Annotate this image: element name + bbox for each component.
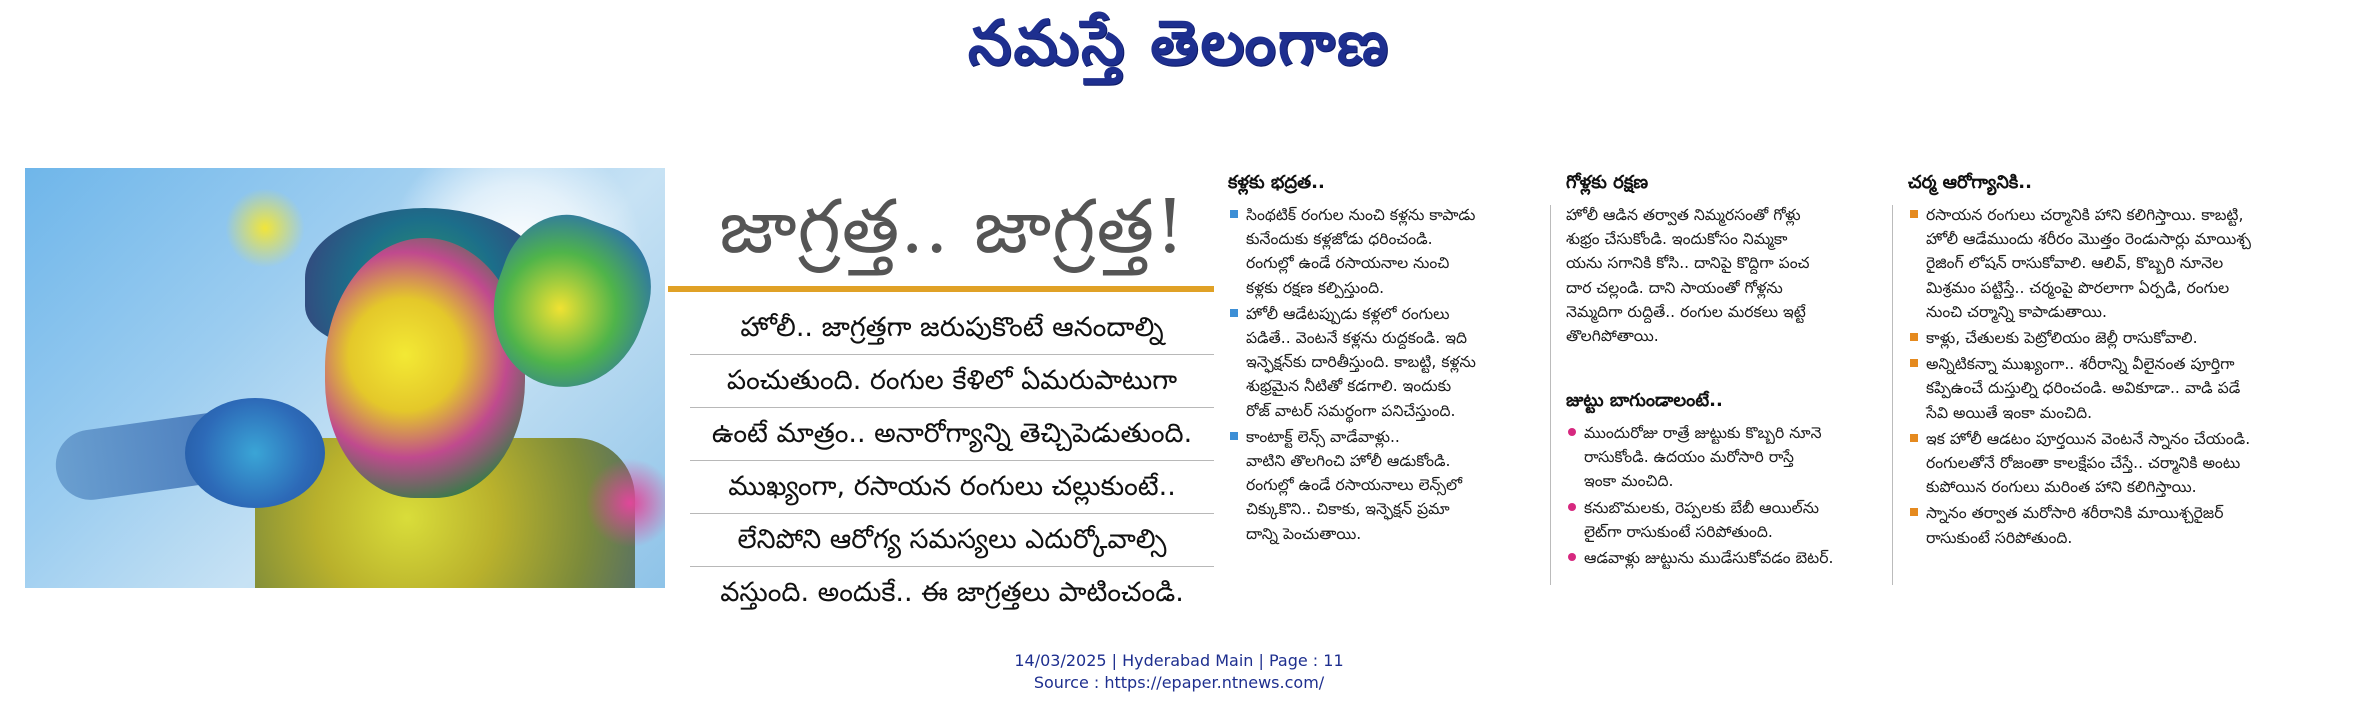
column-divider	[1550, 205, 1551, 585]
masthead-logo: నమస్తే తెలంగాణ	[967, 6, 1391, 79]
paragraph-line: హోలీ ఆడిన తర్వాత నిమ్మరసంతో గోళ్లు	[1566, 206, 1801, 224]
footer-date-page: 14/03/2025 | Hyderabad Main | Page : 11	[1014, 651, 1344, 670]
round-bullet-icon	[1568, 503, 1576, 511]
square-bullet-icon	[1910, 359, 1918, 367]
list-item: కాంటాక్ట్ లెన్స్ వాడేవాళ్లు.. వాటిని తొలగించి హోలీ ఆడుకోండి. రంగుల్లో ఉండే రసాయనాలు లెన్స్‌లో చిక్కుకొని.. చికాకు, ఇన్ఫెక్షన్ ప్రమా దాన్ని పెంచుతాయి.	[1228, 425, 1538, 546]
headline-rule	[668, 286, 1214, 292]
footer-source-link[interactable]: Source : https://epaper.ntnews.com/	[1033, 673, 1325, 692]
page-footer	[0, 650, 2358, 694]
square-bullet-icon	[1230, 210, 1238, 218]
square-bullet-icon	[1910, 508, 1918, 516]
holi-photo	[25, 168, 665, 588]
section-heading: కళ్లకు భద్రత..	[1228, 172, 1325, 193]
list-item: ఆడవాళ్లు జుట్టును ముడేసుకోవడం బెటర్.	[1566, 546, 1884, 570]
section-heading: జుట్టు బాగుండాలంటే..	[1566, 390, 1723, 411]
paragraph-line: నెమ్మదిగా రుద్దితే.. రంగుల మరకలు ఇట్టే	[1566, 302, 1806, 321]
list-item: అన్నిటికన్నా ముఖ్యంగా.. శరీరాన్ని వీలైనంత పూర్తిగా కప్పిఉంచే దుస్తుల్ని ధరించండి. అవికూడా.. వాడి పడే సేవి అయితే ఇంకా మంచిది.	[1908, 352, 2338, 425]
skin-list	[1908, 203, 2338, 550]
section-eyes	[1228, 172, 1538, 548]
paragraph-line: శుభ్రం చేసుకోండి. ఇందుకోసం నిమ్మకా	[1566, 230, 1788, 249]
list-item: ఇక హోలీ ఆడటం పూర్తయిన వెంటనే స్నానం చేయండి. రంగులతోనే రోజంతా కాలక్షేపం చేస్తే.. చర్మానికి అంటు కుపోయిన రంగులు మరింత హాని కలిగిస్తాయి.	[1908, 427, 2338, 500]
intro-line: లేనిపోని ఆరోగ్య సమస్యలు ఎదుర్కోవాల్సి	[690, 514, 1214, 567]
column-divider	[1892, 205, 1893, 585]
round-bullet-icon	[1568, 428, 1576, 436]
square-bullet-icon	[1230, 309, 1238, 317]
eyes-list	[1228, 203, 1538, 546]
section-nails	[1566, 172, 1884, 348]
list-item: రసాయన రంగులు చర్మానికి హాని కలిగిస్తాయి. కాబట్టి, హోలీ ఆడేముందు శరీరం మొత్తం రెండుసార్లు మాయిశ్చ రైజింగ్ లోషన్ రాసుకోవాలి. ఆలివ్, కొబ్బరి నూనెల మిశ్రమం పట్టిస్తే.. చర్మంపై పొరలాగా ఏర్పడి, రంగుల నుంచి చర్మాన్ని కాపాడుతాయి.	[1908, 203, 2338, 324]
section-heading: గోళ్లకు రక్షణ	[1566, 172, 1649, 193]
article-headline: జాగ్రత్త.. జాగ్రత్త!	[719, 184, 1186, 270]
intro-line: ఉంటే మాత్రం.. అనారోగ్యాన్ని తెచ్చిపెడుతుంది.	[690, 408, 1214, 461]
list-item: కనుబొమలకు, రెప్పలకు బేబీ ఆయిల్‌ను లైట్‌గా రాసుకుంటే సరిపోతుంది.	[1566, 496, 1884, 544]
square-bullet-icon	[1230, 432, 1238, 440]
intro-line: హోలీ.. జాగ్రత్తగా జరుపుకొంటే ఆనందాల్ని	[690, 302, 1214, 355]
square-bullet-icon	[1910, 434, 1918, 442]
article-intro	[690, 302, 1214, 619]
list-item: కాళ్లు, చేతులకు పెట్రోలియం జెల్లీ రాసుకోవాలి.	[1908, 326, 2338, 350]
round-bullet-icon	[1568, 553, 1576, 561]
section-heading: చర్మ ఆరోగ్యానికి..	[1908, 172, 2032, 193]
intro-line: వస్తుంది. అందుకే.. ఈ జాగ్రత్తలు పాటించండి.	[720, 577, 1184, 608]
paragraph-line: యను సగానికి కోసి.. దానిపై కొద్దిగా పంచ	[1566, 254, 1810, 273]
square-bullet-icon	[1910, 210, 1918, 218]
section-skin	[1908, 172, 2338, 552]
list-item: స్నానం తర్వాత మరోసారి శరీరానికి మాయిశ్చరైజర్ రాసుకుంటే సరిపోతుంది.	[1908, 501, 2338, 549]
intro-line: పంచుతుంది. రంగుల కేళిలో ఏమరుపాటుగా	[690, 355, 1214, 408]
list-item: ముందురోజు రాత్రే జుట్టుకు కొబ్బరి నూనె రాసుకోండి. ఉదయం మరోసారి రాస్తే ఇంకా మంచిది.	[1566, 421, 1884, 494]
section-hair	[1566, 390, 1884, 572]
hair-list	[1566, 421, 1884, 570]
intro-line: ముఖ్యంగా, రసాయన రంగులు చల్లుకుంటే..	[690, 461, 1214, 514]
paragraph-line: దార చల్లండి. దాని సాయంతో గోళ్లను	[1566, 278, 1783, 297]
paragraph-line: తొలగిపోతాయి.	[1566, 327, 1659, 346]
list-item: సింథటిక్ రంగుల నుంచి కళ్లను కాపాడు కునేందుకు కళ్లజోడు ధరించండి. రంగుల్లో ఉండే రసాయనాల నుంచి కళ్లకు రక్షణ కల్పిస్తుంది.	[1228, 203, 1538, 300]
square-bullet-icon	[1910, 333, 1918, 341]
list-item: హోలీ ఆడేటప్పుడు కళ్లలో రంగులు పడితే.. వెంటనే కళ్లను రుద్దకండి. ఇది ఇన్ఫెక్షన్‌కు దారితీస్తుంది. కాబట్టి, కళ్లను శుభ్రమైన నీటితో కడగాలి. ఇందుకు రోజ్ వాటర్ సమర్థంగా పనిచేస్తుంది.	[1228, 302, 1538, 423]
